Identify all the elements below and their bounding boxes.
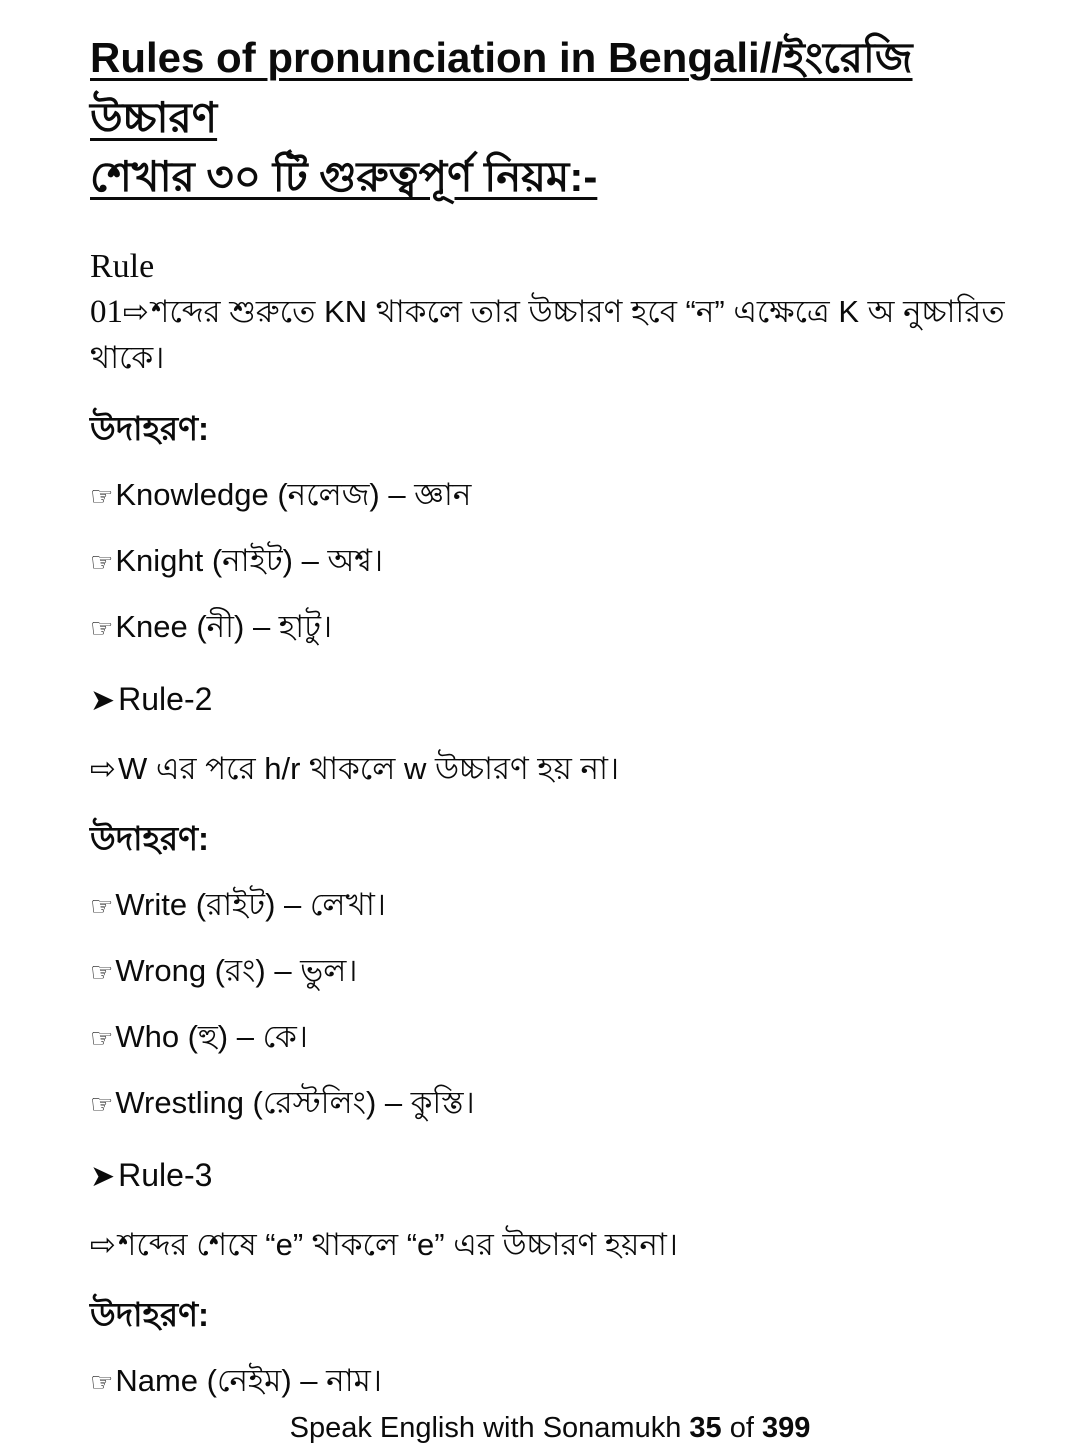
pointing-finger-icon: ☞ xyxy=(90,612,114,643)
page-footer xyxy=(90,1409,1010,1447)
total-pages: 399 xyxy=(761,1411,811,1444)
title-line-2: শেখার ৩০ টি গুরুত্বপূর্ণ নিয়ম:- xyxy=(90,153,598,201)
rule-1-number: 01 xyxy=(90,293,123,330)
example-wrestling xyxy=(90,1084,1010,1123)
example-text: Name (নেইম) – নাম। xyxy=(115,1362,382,1398)
example-text: Wrestling (রেস্টলিং) – কুস্তি। xyxy=(115,1084,475,1120)
pointing-finger-icon: ☞ xyxy=(90,480,114,511)
footer-separator: of xyxy=(721,1411,762,1444)
rule-3-heading xyxy=(90,1155,1010,1197)
current-page-number: 35 xyxy=(689,1411,722,1444)
example-who xyxy=(90,1018,1010,1057)
rule-2-label: Rule-2 xyxy=(118,680,213,717)
pointing-finger-icon: ☞ xyxy=(90,956,114,987)
example-knowledge xyxy=(90,476,1010,515)
example-text: Write (রাইট) – লেখা। xyxy=(115,886,386,922)
pointing-finger-icon: ☞ xyxy=(90,1088,114,1119)
example-write xyxy=(90,886,1010,925)
black-arrowhead-icon: ➤ xyxy=(90,683,116,717)
right-arrow-icon: ⇨ xyxy=(90,750,116,786)
rule-2-examples-heading: উদাহরণ: xyxy=(90,819,210,857)
rule-1-sentence-text: শব্দের শুরুতে KN থাকলে তার উচ্চারণ হবে “ন” এক্ষেত্রে K অ নুচ্চারিত থাকে। xyxy=(90,293,1005,375)
example-text: Knee (নী) – হাটু। xyxy=(115,608,333,644)
black-arrowhead-icon: ➤ xyxy=(90,1159,116,1193)
rule-2-sentence-text: W এর পরে h/r থাকলে w উচ্চারণ হয় না। xyxy=(117,750,620,786)
example-wrong xyxy=(90,952,1010,991)
example-text: Who (হু) – কে। xyxy=(115,1018,308,1054)
example-text: Knowledge (নলেজ) – জ্ঞান xyxy=(115,476,472,512)
example-name xyxy=(90,1362,1010,1401)
title-line-1: Rules of pronunciation in Bengali//ইংরেজি উচ্চারণ xyxy=(90,34,913,141)
example-text: Knight (নাইট) – অশ্ব। xyxy=(115,542,384,578)
rule-3-label: Rule-3 xyxy=(118,1156,213,1193)
example-text: Wrong (রং) – ভুল। xyxy=(115,952,358,988)
pointing-finger-icon: ☞ xyxy=(90,1366,114,1397)
example-knee xyxy=(90,608,1010,647)
rule-1-examples-heading: উদাহরণ: xyxy=(90,409,210,447)
example-knight xyxy=(90,542,1010,581)
rule-3-examples-heading: উদাহরণ: xyxy=(90,1295,210,1333)
pointing-finger-icon: ☞ xyxy=(90,546,114,577)
rule-1-label: Rule xyxy=(90,247,155,285)
rule-3-text xyxy=(90,1223,1010,1267)
rule-1-text xyxy=(90,289,1010,381)
pointing-finger-icon: ☞ xyxy=(90,890,114,921)
rule-2-text xyxy=(90,747,1010,791)
right-arrow-icon: ⇨ xyxy=(123,293,149,329)
footer-text: Speak English with Sonamukh xyxy=(289,1411,690,1444)
rule-2-heading xyxy=(90,679,1010,721)
pointing-finger-icon: ☞ xyxy=(90,1022,114,1053)
right-arrow-icon: ⇨ xyxy=(90,1226,116,1262)
page-title xyxy=(90,28,1010,207)
rule-3-sentence-text: শব্দের শেষে “e” থাকলে “e” এর উচ্চারণ হয়না। xyxy=(117,1226,679,1262)
